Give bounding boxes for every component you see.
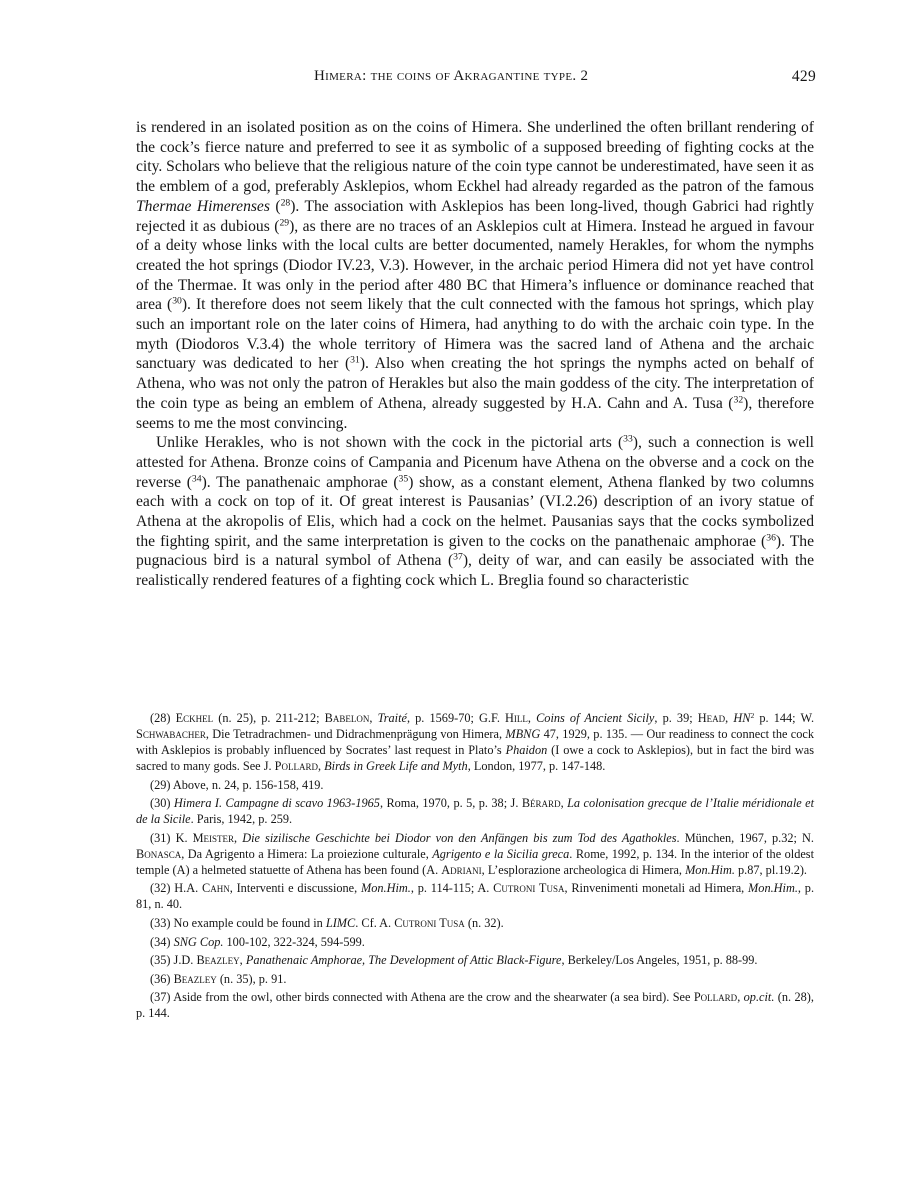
text-run: (n. 35), p. 91. — [216, 971, 287, 986]
text-run: (31) K. — [150, 830, 193, 845]
text-run: ), as there are no traces of an Asklepios cult at Himera. Instead he argued in favour of a deity whose links with the local cults are better documented, namely Herakles, for whom the nymphs created the hot springs (Diodor IV.23, V.3). However, in the archaic period Himera did not yet have control of the Thermae. It was only in the period after 480 BC that Himera’s influence or dominance reached that area ( — [136, 217, 814, 314]
italic-term: Thermae Himerenses — [136, 197, 270, 215]
footnote-33 — [136, 915, 814, 931]
text-run: p.87, pl.19.2). — [734, 862, 808, 877]
text-run: ). Also when creating the hot springs the nymphs acted on behalf of Athena, who was not only the patron of Herakles but also the main goddess of the city. The interpretation of the coin type as being an emblem of Athena, already suggested by H.A. Cahn and A. Tusa ( — [136, 355, 815, 412]
text-run: , — [369, 711, 378, 725]
author-name: Pollard — [693, 990, 738, 1005]
author-name: Pollard — [274, 759, 318, 773]
author-name: Cutroni Tusa — [394, 915, 465, 930]
text-run: , p. 39; — [654, 711, 698, 725]
italic-title: Die sizilische Geschichte bei Diodor von den Anfängen bis zum Tod des Agathokles — [242, 830, 677, 845]
text-run: ( — [269, 197, 281, 215]
author-name: Beazley — [173, 971, 217, 986]
author-name: Beazley — [196, 953, 240, 968]
italic-title: Birds in Greek Life and Myth — [324, 759, 468, 773]
text-run: . Rome, 1992, p. 134. In the interior of the oldest temple (A) a helmeted statuette of Athena has been found (A. — [136, 846, 814, 877]
italic-title: Agrigento e la Sicilia greca — [432, 846, 570, 861]
page-number: 429 — [791, 68, 816, 85]
footnote-ref-31: 31 — [350, 355, 360, 367]
text-run: , Die Tetradrachmen- und Didrachmenprägung von Himera, — [205, 727, 506, 741]
text-run: , London, 1977, p. 147-148. — [467, 759, 606, 773]
text-run: (36) — [150, 971, 174, 986]
author-name: Schwabacher — [136, 727, 206, 741]
text-run: (37) Aside from the owl, other birds connected with Athena are the crow and the shearwater (a sea bird). See — [150, 990, 694, 1005]
main-text — [136, 118, 814, 591]
footnote-ref-35: 35 — [398, 473, 409, 485]
author-name: Babelon — [324, 711, 370, 725]
footnotes — [136, 710, 814, 1024]
footnote-ref-28: 28 — [280, 197, 291, 209]
text-run: . München, 1967, p.32; N. — [676, 830, 815, 845]
text-run: ), such a connection is well attested for Athena. Bronze coins of Campania and Picenum have Athena on the obverse and a cock on the reverse ( — [136, 434, 814, 491]
text-run: (32) H.A. — [150, 881, 202, 896]
footnote-30 — [136, 795, 814, 827]
text-run: ), deity of war, and can easily be associated with the realistically rendered features of a fighting cock which L. Breglia found so characteristic — [136, 552, 814, 590]
text-run: 47, 1929, p. 135. — Our readiness to connect the cock with Asklepios is probably influenced by Socrates’ last request in Plato’s — [136, 727, 814, 757]
text-run: ). The pugnacious bird is a natural symbol of Athena ( — [136, 532, 814, 570]
footnote-32 — [136, 880, 814, 912]
text-run: (n. 32). — [464, 915, 504, 930]
text-run: , Roma, 1970, p. 5, p. 38; J. — [379, 796, 522, 811]
text-run: ). The association with Asklepios has been long-lived, though Gabrici had rightly rejected it as dubious ( — [136, 197, 814, 235]
text-run: , — [234, 830, 243, 845]
footnote-28 — [136, 710, 814, 774]
author-name: Hill — [505, 711, 528, 725]
author-name: Cahn — [202, 881, 230, 896]
italic-title: Mon.Him. — [361, 881, 411, 896]
text-run: (33) No example could be found in — [150, 915, 326, 930]
text-run: 100-102, 322-324, 594-599. — [223, 934, 365, 949]
footnote-35 — [136, 952, 814, 968]
italic-title: LIMC — [325, 915, 356, 930]
text-run: , Berkeley/Los Angeles, 1951, p. 88-99. — [561, 953, 758, 968]
author-name: Meister — [192, 830, 235, 845]
text-run: , — [560, 796, 568, 811]
text-run: ). It therefore does not seem likely that the cult connected with the famous hot springs, which play such an important role on the later coins of Himera, had anything to do with the archaic coin type. In the myth (Diodoros V.3.4) the whole territory of Himera was the sacred land of Athena and the archaic sanctuary was dedicated to her ( — [136, 296, 814, 373]
text-run: (30) — [150, 796, 174, 811]
author-name: Cutroni Tusa — [493, 881, 565, 896]
text-run: . Paris, 1942, p. 259. — [190, 812, 293, 827]
footnote-34 — [136, 934, 814, 950]
italic-title: op.cit. — [743, 990, 775, 1005]
text-run: (I owe a cock to Asklepios), but in fact the bird was sacred to many gods. See J. — [136, 743, 814, 773]
author-name: Head — [697, 711, 726, 725]
text-run: ) show, as a constant element, Athena flanked by two columns each with a cock on top of it. Of great interest is Pausanias’ (VI.2.26) description of an ivory statue of Athena at the akropolis of Elis, which had a cock on the helmet. Pausanias says that the cocks symbolized the fighting spirit, and the same interpretation is given to the cocks on the panathenaic amphorae ( — [136, 473, 815, 550]
italic-title: SNG Cop. — [173, 934, 224, 949]
text-run: , — [725, 711, 734, 725]
text-run: (n. 25), p. 211-212; — [213, 711, 325, 725]
footnote-ref-30: 30 — [172, 296, 182, 308]
text-run: , Interventi e discussione, — [229, 881, 362, 896]
text-run: , p. 1569-70; G.F. — [406, 711, 506, 725]
text-run: , Da Agrigento a Himera: La proiezione culturale, — [181, 846, 433, 861]
text-run: Unlike Herakles, who is not shown with the cock in the pictorial arts ( — [156, 434, 624, 452]
text-run: , L’esplorazione archeologica di Himera, — [481, 862, 686, 877]
text-run: (n. 28), p. 144. — [136, 990, 814, 1021]
text-run: ), therefore seems to me the most convincing. — [136, 394, 814, 432]
text-run: ). The panathenaic amphorae ( — [201, 473, 399, 491]
text-run: (34) — [150, 934, 174, 949]
footnote-31 — [136, 830, 814, 878]
body-paragraph-2 — [136, 433, 814, 591]
footnote-ref-29: 29 — [279, 217, 290, 229]
author-name: Adriani — [441, 862, 482, 877]
italic-title: Coins of Ancient Sicily — [536, 711, 655, 725]
italic-title: Himera I. Campagne di scavo 1963-1965 — [173, 796, 380, 811]
italic-title: Mon.Him. — [748, 881, 798, 896]
body-paragraph-1 — [136, 118, 814, 433]
author-name: Bonasca — [136, 846, 182, 861]
footnote-37 — [136, 989, 814, 1021]
text-run: is rendered in an isolated position as on the coins of Himera. She underlined the often brillant rendering of the cock’s fierce nature and preferred to see it as symbolic of a supposed breeding of fighting cocks at the city. Scholars who believe that the religious nature of the coin type cannot be underestimated, have seen it as the emblem of a god, preferably Asklepios, whom Eckhel had already regarded as the patron of the famous — [136, 119, 814, 196]
footnote-ref-36: 36 — [766, 532, 776, 544]
italic-title: HN — [733, 711, 751, 725]
footnote-ref-32: 32 — [733, 394, 744, 406]
italic-title: Phaidon — [505, 743, 548, 757]
italic-title: Mon.Him. — [685, 862, 735, 877]
text-run: , — [527, 711, 537, 725]
footnote-ref-37: 37 — [453, 552, 463, 564]
text-run: , — [318, 759, 325, 773]
text-run: , — [737, 990, 744, 1005]
italic-title: Panathenaic Amphorae, The Development of Attic Black-Figure — [245, 953, 562, 968]
text-run: . Cf. A. — [355, 915, 395, 930]
superscript: 2 — [750, 710, 755, 720]
text-run: , — [239, 953, 246, 968]
footnote-ref-34: 34 — [191, 473, 202, 485]
text-run: (35) J.D. — [150, 953, 197, 968]
text-run: p. 144; W. — [754, 711, 815, 725]
text-run: , p. 81, n. 40. — [136, 881, 815, 912]
text-run: , p. 114-115; A. — [410, 881, 494, 896]
italic-title: La colonisation grecque de l’Italie méridionale et de la Sicile — [136, 796, 814, 827]
author-name: Bérard — [521, 796, 561, 811]
italic-title: MBNG — [505, 727, 541, 741]
footnote-ref-33: 33 — [623, 433, 633, 445]
text-run: (29) Above, n. 24, p. 156-158, 419. — [150, 777, 324, 792]
italic-title: Traité — [377, 711, 407, 725]
footnote-29 — [136, 777, 814, 793]
running-head-title: Himera: the coins of Akragantine type. 2 — [314, 68, 589, 84]
footnote-36 — [136, 971, 814, 987]
text-run: (28) — [150, 711, 176, 725]
author-name: Eckhel — [175, 711, 214, 725]
text-run: , Rinvenimenti monetali ad Himera, — [564, 881, 749, 896]
